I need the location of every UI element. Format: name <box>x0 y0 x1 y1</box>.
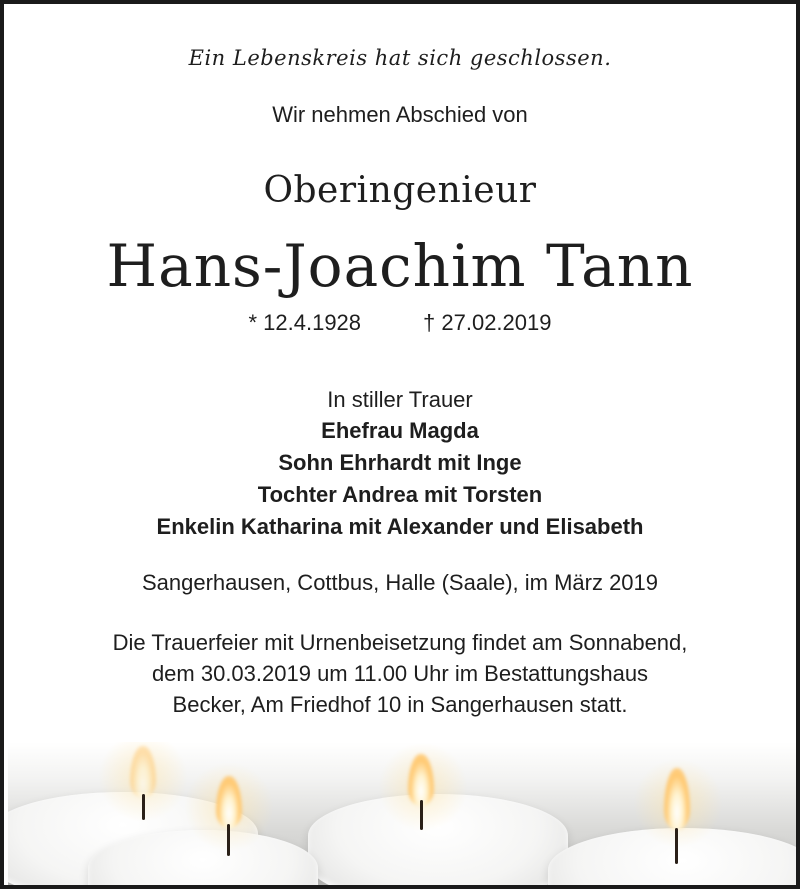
deceased-name: Hans-Joachim Tann <box>106 232 694 300</box>
wick <box>227 824 230 856</box>
wick <box>142 794 145 820</box>
place-date: Sangerhausen, Cottbus, Halle (Saale), im März 2019 <box>141 570 659 595</box>
intro-text: Wir nehmen Abschied von <box>272 102 528 127</box>
mourner-line: Sohn Ehrhardt mit Inge <box>278 450 522 475</box>
wick <box>675 828 678 864</box>
birth-date: * 12.4.1928 <box>248 310 362 335</box>
motto: Ein Lebenskreis hat sich geschlossen. <box>188 46 612 70</box>
candles-icon <box>8 742 800 889</box>
wick <box>420 800 423 830</box>
grief-line: In stiller Trauer <box>327 387 473 412</box>
mourner-line: Tochter Andrea mit Torsten <box>257 482 543 507</box>
mourner-line: Ehefrau Magda <box>321 418 479 443</box>
life-dates <box>4 310 796 336</box>
professional-title: Oberingenieur <box>263 170 537 211</box>
death-date: † 27.02.2019 <box>423 310 552 335</box>
ceremony-line: Die Trauerfeier mit Urnenbeisetzung findet am Sonnabend, <box>112 630 688 655</box>
ceremony-line: dem 30.03.2019 um 11.00 Uhr im Bestattungshaus <box>151 661 649 686</box>
mourner-line: Enkelin Katharina mit Alexander und Elisabeth <box>156 514 644 539</box>
ceremony-line: Becker, Am Friedhof 10 in Sangerhausen statt. <box>172 692 628 717</box>
ceremony-info <box>4 627 796 720</box>
